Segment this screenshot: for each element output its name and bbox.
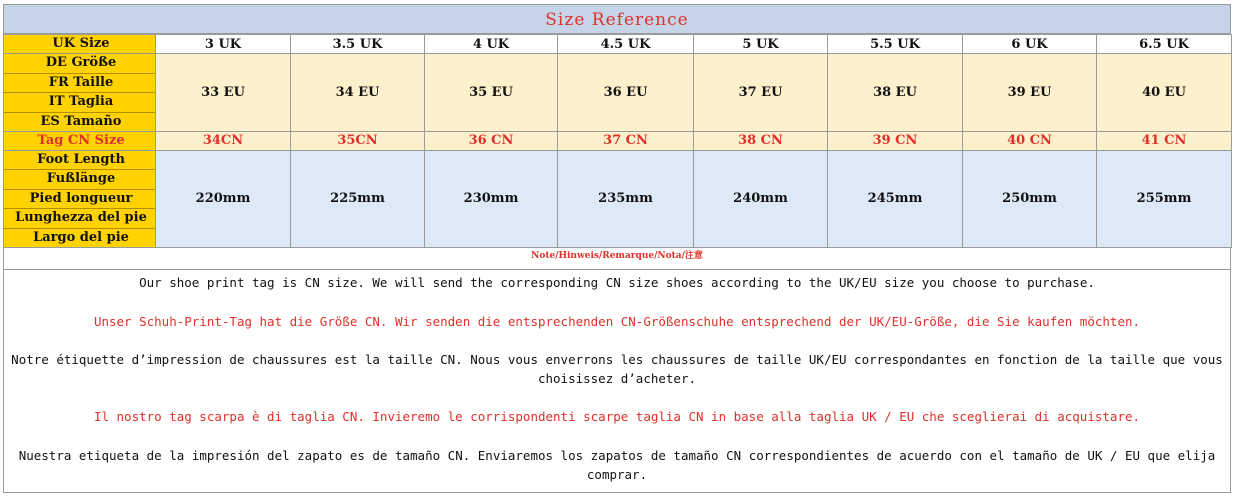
foot-length-labels [4,150,156,247]
cn-size-label: Tag CN Size [4,131,156,150]
eu-size-labels [4,54,156,132]
eu-size-cell: 38 EU [828,54,963,132]
note-heading: Note/Hinweis/Remarque/Nota/注意 [3,240,1231,270]
uk-size-cell: 4 UK [425,35,558,54]
eu-size-cell: 37 EU [694,54,828,132]
eu-label-de: DE Größe [4,54,155,73]
uk-size-cell: 3.5 UK [291,35,425,54]
eu-label-it: IT Taglia [4,93,155,112]
foot-length-cell: 220mm [156,150,291,247]
eu-size-cell: 33 EU [156,54,291,132]
uk-size-cell: 6 UK [963,35,1097,54]
chart-title: Size Reference [3,4,1231,34]
foot-length-cell: 250mm [963,150,1097,247]
uk-size-cell: 3 UK [156,35,291,54]
uk-size-cell: 5 UK [694,35,828,54]
uk-size-row [4,35,1232,54]
note-english: Our shoe print tag is CN size. We will send the corresponding CN size shoes according to the UK/EU size you choose to purchase. [139,275,1095,290]
note-spanish: Nuestra etiqueta de la impresión del zapato es de tamaño CN. Enviaremos los zapatos de tamaño CN correspondientes de acuerdo con el tamaño de UK / EU que elija comprar. [18,448,1216,482]
cn-size-cell: 41 CN [1097,131,1232,150]
eu-size-cell: 35 EU [425,54,558,132]
uk-size-cell: 6.5 UK [1097,35,1232,54]
eu-size-cell: 36 EU [558,54,694,132]
cn-size-cell: 36 CN [425,131,558,150]
uk-size-cell: 4.5 UK [558,35,694,54]
foot-length-cell: 240mm [694,150,828,247]
uk-size-label: UK Size [4,35,156,54]
foot-label-en: Foot Length [4,151,155,170]
eu-label-fr: FR Taille [4,74,155,93]
foot-label-es: Largo del pie [33,229,129,245]
foot-length-row [4,150,1232,247]
eu-size-cell: 34 EU [291,54,425,132]
size-table [3,34,1232,248]
eu-size-row [4,54,1232,132]
cn-size-row [4,131,1232,150]
note-italian: Il nostro tag scarpa è di taglia CN. Invieremo le corrispondenti scarpe taglia CN in base alla taglia UK / EU che sceglierai di acquistare. [93,409,1141,424]
note-french: Notre étiquette d’impression de chaussures est la taille CN. Nous vous enverrons les chaussures de taille UK/EU correspondantes en fonction de la taille que vous choisissez d’acheter. [11,352,1223,386]
foot-label-de: Fußlänge [4,170,155,189]
cn-size-cell: 35CN [291,131,425,150]
eu-size-cell: 40 EU [1097,54,1232,132]
eu-size-cell: 39 EU [963,54,1097,132]
note-german: Unser Schuh-Print-Tag hat die Größe CN. Wir senden die entsprechenden CN-Größenschuhe entsprechend der UK/EU-Größe, die Sie kaufen möchten. [93,314,1141,329]
eu-label-es: ES Tamaño [40,113,122,129]
cn-size-cell: 34CN [156,131,291,150]
foot-label-fr: Pied longueur [4,190,155,209]
foot-length-cell: 225mm [291,150,425,247]
foot-length-cell: 255mm [1097,150,1232,247]
cn-size-cell: 38 CN [694,131,828,150]
foot-length-cell: 230mm [425,150,558,247]
uk-size-cell: 5.5 UK [828,35,963,54]
foot-length-cell: 245mm [828,150,963,247]
cn-size-cell: 39 CN [828,131,963,150]
cn-size-cell: 40 CN [963,131,1097,150]
cn-size-cell: 37 CN [558,131,694,150]
foot-label-it: Lunghezza del pie [4,209,155,228]
foot-length-cell: 235mm [558,150,694,247]
